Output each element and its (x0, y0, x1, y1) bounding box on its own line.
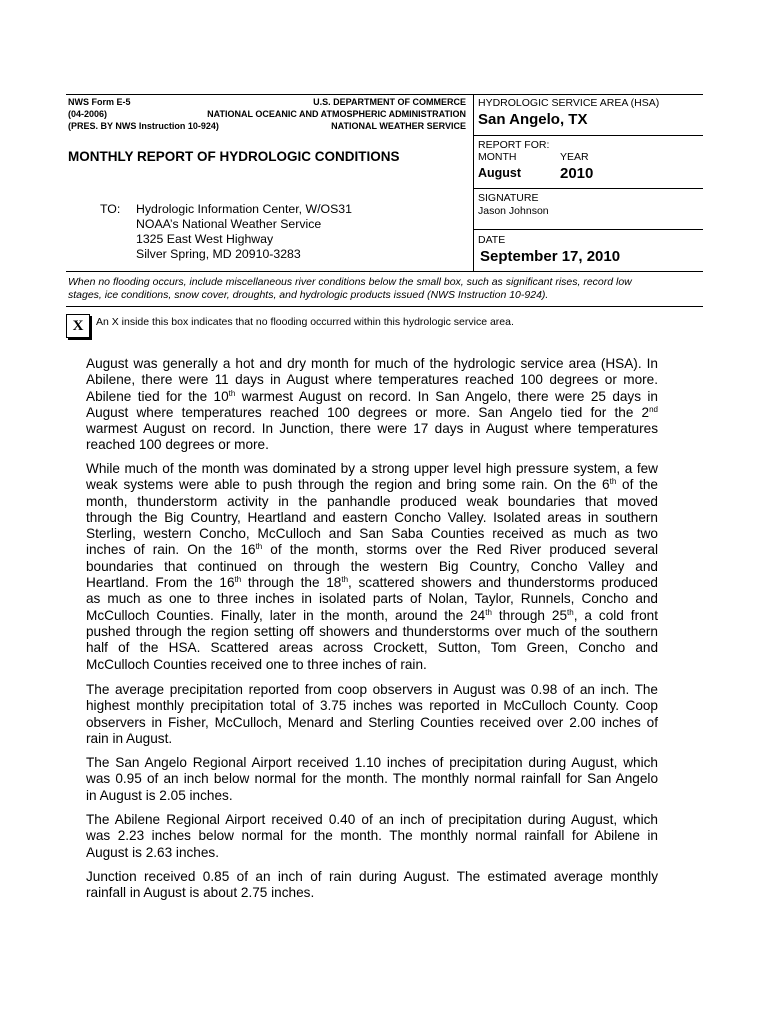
no-flooding-text: An X inside this box indicates that no flooding occurred within this hydrologic service area. (96, 316, 514, 328)
ordinal-suffix: th (485, 607, 492, 617)
body-paragraph-2 (86, 461, 658, 673)
form-number: NWS Form E-5 (68, 97, 131, 107)
paragraph-line: highest monthly precipitation total of 3.75 inches was reported in McCulloch County. Coop (86, 698, 658, 714)
signature-value: Jason Johnson (478, 205, 549, 217)
year-value: 2010 (560, 165, 594, 182)
paragraph-line: month, thunderstorm activity in the panhandle produced weak boundaries that moved (86, 493, 658, 509)
paragraph-line: Heartland. From the 16th through the 18th, scattered showers and thunderstorms produced (86, 575, 658, 591)
paragraph-line: observers in Fisher, McCulloch, Menard and Sterling Counties received over 2.00 inches of (86, 714, 658, 730)
paragraph-line: as much as one to three inches in isolated parts of Nolan, Taylor, Runnels, Concho and (86, 591, 658, 607)
date-value: September 17, 2010 (480, 248, 621, 265)
instructions-line: When no flooding occurs, include miscellaneous river conditions below the small box, such as significant rises, record low (68, 276, 632, 288)
paragraph-line: August was generally a hot and dry month for much of the hydrologic service area (HSA). In (86, 356, 658, 371)
department: U.S. DEPARTMENT OF COMMERCE (313, 97, 466, 107)
paragraph-line: While much of the month was dominated by a strong upper level high pressure system, a few (86, 461, 658, 476)
ordinal-suffix: th (228, 388, 236, 398)
paragraph-line: McCulloch Counties. Finally, later in the month, around the 24th through 25th, a cold front (86, 607, 659, 623)
paragraph-line: pushed through the region setting off showers and thunderstorms over much of the southern (86, 623, 658, 639)
month-label: MONTH (478, 151, 517, 163)
instructions-line: stages, ice conditions, snow cover, droughts, and hydrologic products issued (NWS Instruction 10-924). (68, 289, 549, 301)
hsa-label: HYDROLOGIC SERVICE AREA (HSA) (478, 97, 660, 109)
address-line: NOAA’s National Weather Service (136, 217, 322, 231)
ordinal-suffix: th (255, 542, 263, 552)
ordinal-suffix: th (341, 575, 349, 585)
address-line: Hydrologic Information Center, W/OS31 (136, 202, 352, 216)
paragraph-line: in August is 2.05 inches. (86, 787, 233, 803)
year-label: YEAR (560, 151, 589, 163)
ordinal-suffix: th (609, 477, 617, 487)
paragraph-line: half of the HSA. Scattered areas across Crockett, Sutton, Tom Green, Concho and (86, 640, 658, 656)
service: NATIONAL WEATHER SERVICE (331, 121, 466, 131)
form-date: (04-2006) (68, 109, 108, 119)
instruction-ref: (PRES. BY NWS Instruction 10-924) (68, 121, 219, 131)
ordinal-suffix: th (234, 575, 242, 585)
body-paragraph-4 (86, 755, 658, 804)
paragraph-line: warmest August on record. In Junction, there were 17 days in August where temperatures (86, 421, 658, 437)
report-for-label: REPORT FOR: (478, 139, 550, 151)
paragraph-line: rainfall in August is about 2.75 inches. (86, 885, 315, 901)
header-bottom-rule (66, 271, 703, 272)
paragraph-line: reached 100 degrees or more. (86, 437, 269, 453)
paragraph-line: rain in August. (86, 730, 173, 746)
paragraph-line: weak systems were able to push through the region and bring some rain. On the 6th of the (86, 477, 658, 493)
paragraph-line: was 2.23 inches below normal for the month. The monthly normal rainfall for Abilene in (86, 828, 658, 844)
paragraph-line: was 0.95 of an inch below normal for the month. The monthly normal rainfall for San Angelo (86, 771, 658, 787)
paragraph-line: Sterling, western Concho, McCulloch and San Saba Counties received as much as two (86, 526, 658, 542)
header-top-rule (66, 94, 703, 95)
report-for-bottom-rule (473, 188, 703, 189)
header-column-divider (473, 94, 474, 271)
address-line: 1325 East West Highway (136, 232, 274, 246)
address-line: Silver Spring, MD 20910-3283 (136, 247, 301, 261)
paragraph-line: The Abilene Regional Airport received 0.40 of an inch of precipitation during August, which (86, 812, 658, 827)
paragraph-line: August where temperatures reached 100 degrees or more. San Angelo tied for the 2nd (86, 404, 658, 420)
paragraph-line: The average precipitation reported from coop observers in August was 0.98 of an inch. The (86, 682, 658, 697)
paragraph-line: Abilene tied for the 10th warmest August on record. In San Angelo, there were 25 days in (86, 388, 658, 404)
ordinal-suffix: th (567, 607, 574, 617)
paragraph-line: August is 2.63 inches. (86, 844, 219, 860)
paragraph-line: Abilene, there were 11 days in August where temperatures reached 100 degrees or more. (86, 372, 658, 388)
instructions-bottom-rule (66, 306, 703, 307)
paragraph-line: inches of rain. On the 16th of the month, storms over the Red River produced several (86, 542, 658, 558)
paragraph-line: Junction received 0.85 of an inch of rain during August. The estimated average monthly (86, 869, 658, 884)
agency: NATIONAL OCEANIC AND ATMOSPHERIC ADMINISTRATION (207, 109, 466, 119)
month-value: August (478, 166, 522, 180)
paragraph-line: McCulloch Counties received one to three inches of rain. (86, 656, 427, 672)
paragraph-line: through the Big Country, Heartland and eastern Concho Valley. Isolated areas in southern (86, 509, 658, 525)
hsa-bottom-rule (473, 135, 703, 136)
paragraph-line: The San Angelo Regional Airport received 1.10 inches of precipitation during August, which (86, 755, 658, 770)
date-label: DATE (478, 234, 506, 246)
body-paragraph-5 (86, 812, 658, 861)
paragraph-line: boundaries that continued on through the western Big Country, Concho Valley and (86, 558, 658, 574)
signature-label: SIGNATURE (478, 192, 539, 204)
body-paragraph-3 (86, 682, 658, 747)
no-flooding-checkbox[interactable]: X (66, 314, 90, 338)
signature-bottom-rule (473, 229, 703, 230)
body-paragraph-6 (86, 869, 658, 902)
page-title: MONTHLY REPORT OF HYDROLOGIC CONDITIONS (68, 149, 400, 164)
ordinal-suffix: nd (649, 404, 658, 414)
hsa-value: San Angelo, TX (478, 111, 588, 128)
to-label: TO: (100, 202, 121, 216)
body-paragraph-1 (86, 356, 658, 454)
